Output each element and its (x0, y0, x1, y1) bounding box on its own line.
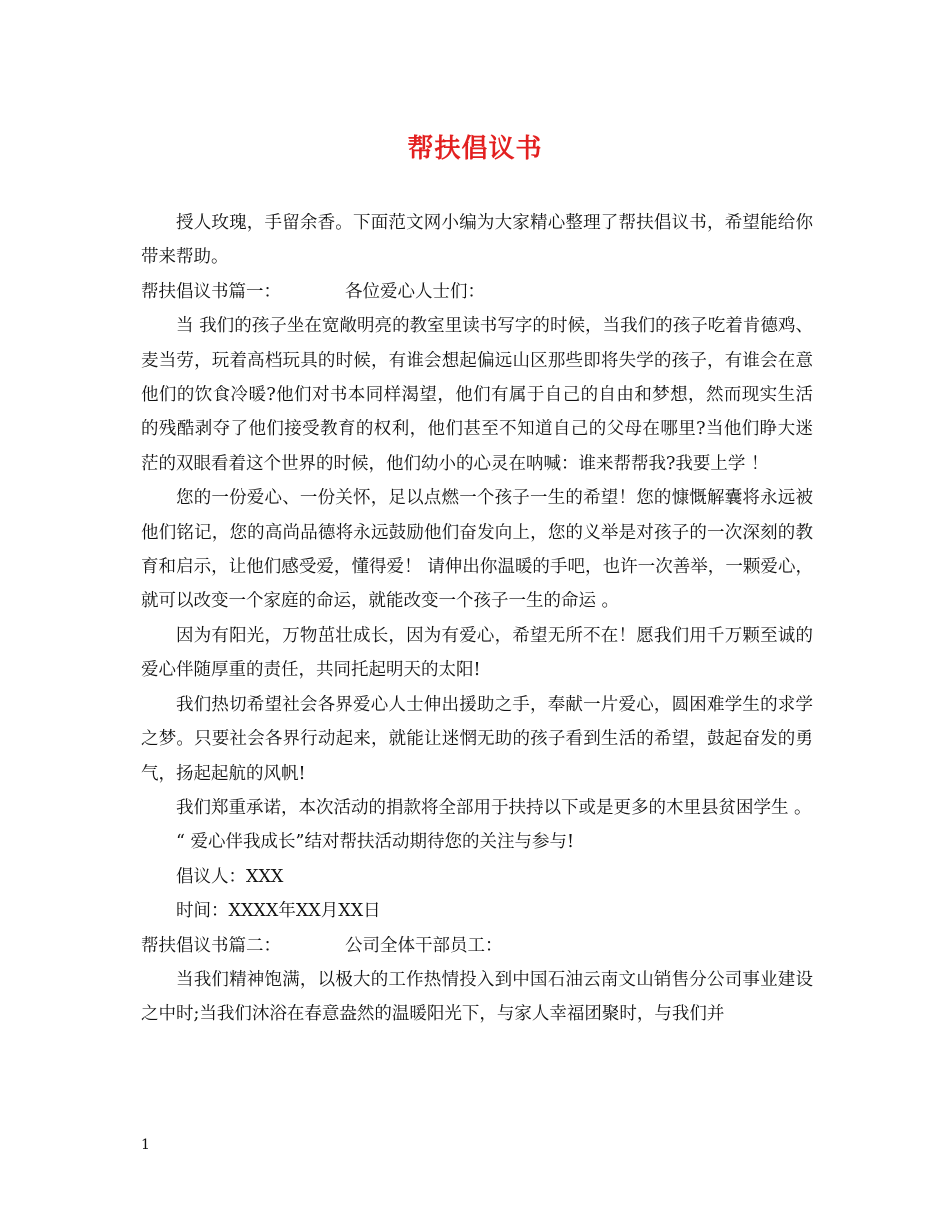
body-paragraph: 我们热切希望社会各界爱心人士伸出援助之手，奉献一片爱心，圆困难学生的求学之梦。只要社会各界行动起来，就能让迷惘无助的孩子看到生活的希望，鼓起奋发的勇气，扬起起航的风帆! (141, 694, 813, 784)
slogan-line: “ 爱心伴我成长”结对帮扶活动期待您的关注与参与! (176, 832, 574, 853)
body-paragraph: 当 我们的孩子坐在宽敞明亮的教室里读书写字的时候，当我们的孩子吃着肯德鸡、麦当劳，玩着高档玩具的时候，有谁会想起偏远山区那些即将失学的孩子，有谁会在意他们的饮食冷暖?他们对书本同样渴望，他们有属于自己的自由和梦想，然而现实生活的残酷剥夺了他们接受教育的权利，他们甚至不知道自己的父母在哪里?当他们睁大迷茫的双眼看着这个世界的时候，他们幼小的心灵在呐喊：谁来帮帮我?我要上学 ！ (141, 316, 813, 474)
body-paragraph: 我们郑重承诺，本次活动的捐款将全部用于扶持以下或是更多的木里县贫困学生 。 (176, 797, 812, 818)
section-two-label: 帮扶倡议书篇二： (141, 935, 281, 956)
page-number: 1 (141, 1137, 150, 1153)
intro-paragraph: 授人玫瑰，手留余香。下面范文网小编为大家精心整理了帮扶倡议书，希望能给你带来帮助。 (141, 213, 813, 268)
initiator-line: 倡议人：XXX (176, 866, 284, 887)
section-two-salutation: 公司全体干部员工： (345, 935, 503, 956)
section-one-heading (141, 275, 813, 309)
date-line: 时间：XXXX年XX月XX日 (176, 901, 381, 922)
section-two-heading (141, 929, 813, 963)
body-paragraph: 因为有阳光，万物茁壮成长，因为有爱心，希望无所不在！愿我们用千万颗至诚的爱心伴随厚重的责任，共同托起明天的太阳! (141, 625, 813, 681)
document-body (141, 206, 813, 1032)
section-one-salutation: 各位爱心人士们： (345, 281, 485, 302)
body-paragraph: 当我们精神饱满，以极大的工作热情投入到中国石油云南文山销售分公司事业建设之中时;当我们沐浴在春意盎然的温暖阳光下，与家人幸福团聚时，与我们并 (141, 969, 813, 1025)
body-paragraph: 您的一份爱心、一份关怀，足以点燃一个孩子一生的希望！您的慷慨解囊将永远被他们铭记，您的高尚品德将永远鼓励他们奋发向上，您的义举是对孩子的一次深刻的教育和启示，让他们感受爱，懂得爱！ 请伸出你温暖的手吧，也许一次善举，一颗爱心，就可以改变一个家庭的命运，就能改变一个孩子一生的命运 。 (141, 488, 813, 612)
document-title: 帮扶倡议书 (407, 134, 543, 164)
section-one-label: 帮扶倡议书篇一： (141, 281, 281, 302)
